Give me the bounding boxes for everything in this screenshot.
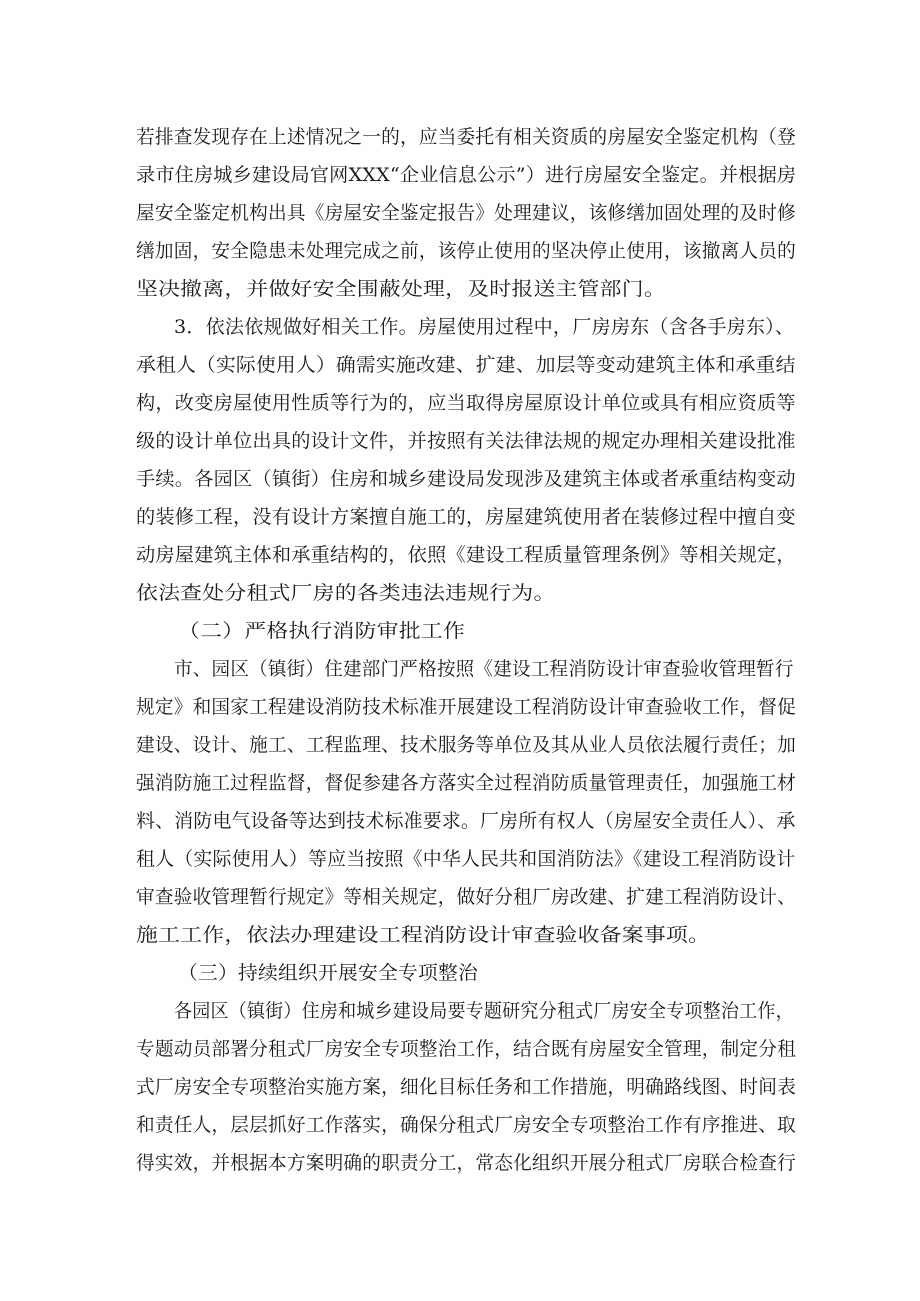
paragraph-line: 专题动员部署分租式厂房安全专项整治工作，结合既有房屋安全管理，制定分租: [136, 1038, 796, 1060]
paragraph-line: 坚决撤离，并做好安全围蔽处理，及时报送主管部门。: [136, 278, 666, 300]
paragraph-line: 手续。各园区（镇街）住房和城乡建设局发现涉及建筑主体或者承重结构变动: [136, 468, 796, 490]
section-heading: （三）持续组织开展安全专项整治: [178, 962, 479, 984]
section-heading: （二）严格执行消防审批工作: [178, 620, 466, 642]
paragraph-line: 各园区（镇街）住房和城乡建设局要专题研究分租式厂房安全专项整治工作，: [174, 1000, 794, 1022]
paragraph-line: 录市住房城乡建设局官网XXX“企业信息公示”）进行房屋安全鉴定。并根据房: [136, 164, 797, 186]
paragraph-line: 屋安全鉴定机构出具《房屋安全鉴定报告》处理建议，该修缮加固处理的及时修: [136, 202, 796, 224]
paragraph-line: 的装修工程，没有设计方案擅自施工的，房屋建筑使用者在装修过程中擅自变: [136, 506, 796, 528]
paragraph-line: 强消防施工过程监督，督促参建各方落实全过程消防质量管理责任，加强施工材: [136, 772, 796, 794]
paragraph-line: 承租人（实际使用人）确需实施改建、扩建、加层等变动建筑主体和承重结: [136, 354, 796, 376]
paragraph-line: 若排查发现存在上述情况之一的，应当委托有相关资质的房屋安全鉴定机构（登: [136, 126, 796, 148]
paragraph-line: 式厂房安全专项整治实施方案，细化目标任务和工作措施，明确路线图、时间表: [136, 1076, 796, 1098]
paragraph-line: 得实效，并根据本方案明确的职责分工，常态化组织开展分租式厂房联合检查行: [136, 1152, 796, 1174]
paragraph-line: 规定》和国家工程建设消防技术标准开展建设工程消防设计审查验收工作，督促: [136, 696, 796, 718]
paragraph-line: 租人（实际使用人）等应当按照《中华人民共和国消防法》《建设工程消防设计: [136, 848, 796, 870]
paragraph-line: 依法查处分租式厂房的各类违法违规行为。: [136, 582, 556, 604]
paragraph-line: 料、消防电气设备等达到技术标准要求。厂房所有权人（房屋安全责任人）、承: [136, 810, 796, 832]
paragraph-line: 3．依法依规做好相关工作。房屋使用过程中，厂房房东（含各手房东）、: [174, 316, 795, 338]
paragraph-line: 审查验收管理暂行规定》等相关规定，做好分租厂房改建、扩建工程消防设计、: [136, 886, 796, 908]
paragraph-line: 建设、设计、施工、工程监理、技术服务等单位及其从业人员依法履行责任；加: [136, 734, 796, 756]
paragraph-line: 和责任人，层层抓好工作落实，确保分租式厂房安全专项整治工作有序推进、取: [136, 1114, 796, 1136]
paragraph-line: 动房屋建筑主体和承重结构的，依照《建设工程质量管理条例》等相关规定，: [136, 544, 796, 566]
paragraph-line: 构，改变房屋使用性质等行为的，应当取得房屋原设计单位或具有相应资质等: [136, 392, 796, 414]
paragraph-line: 市、园区（镇街）住建部门严格按照《建设工程消防设计审查验收管理暂行: [174, 658, 794, 680]
paragraph-line: 级的设计单位出具的设计文件，并按照有关法律法规的规定办理相关建设批准: [136, 430, 796, 452]
paragraph-line: 缮加固，安全隐患未处理完成之前，该停止使用的坚决停止使用，该撤离人员的: [136, 240, 796, 262]
paragraph-line: 施工工作，依法办理建设工程消防设计审查验收备案事项。: [136, 924, 711, 946]
